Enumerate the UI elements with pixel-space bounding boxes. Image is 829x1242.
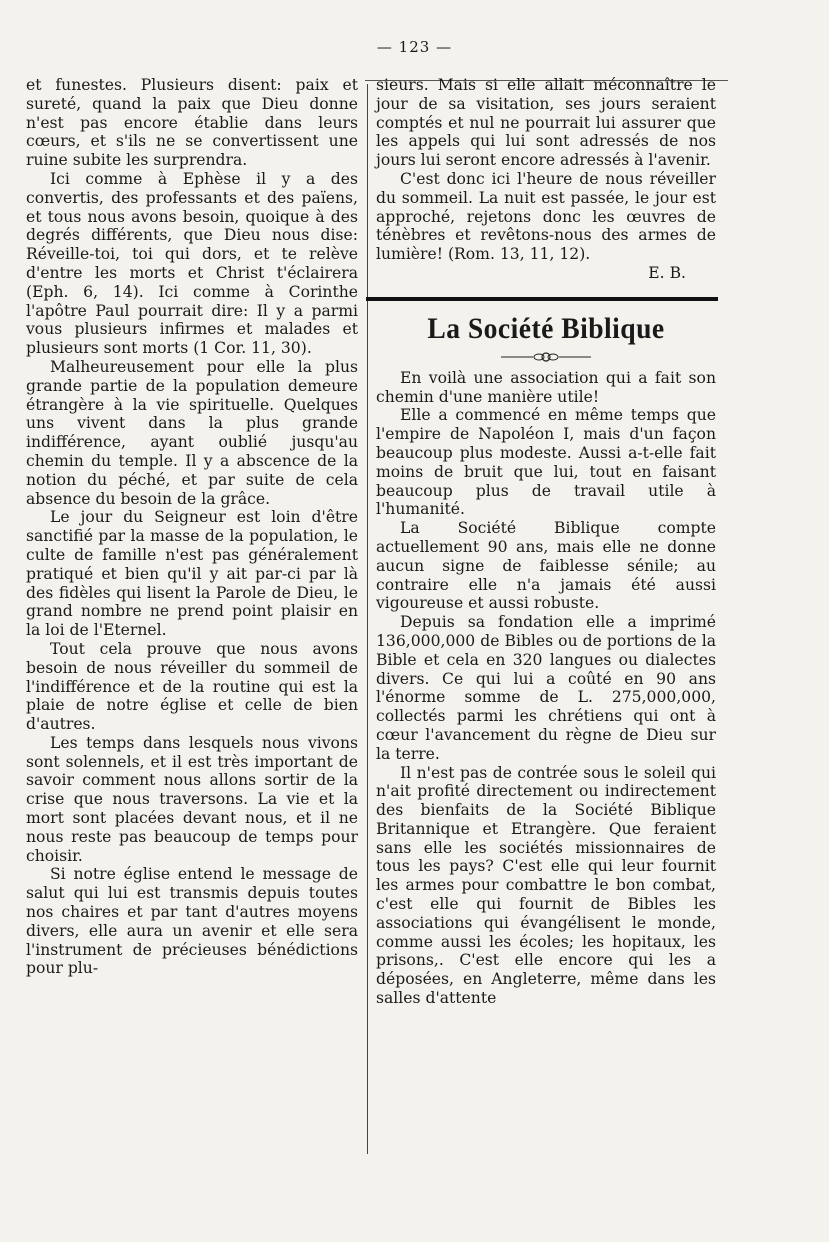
paragraph: Les temps dans lesquels nous vivons sont solennels, et il est très important de savoir comment nous allons sortir de la crise que nous traversons. La vie et la mort sont placées devant nous, et il ne nous reste pas beaucoup de temps pour choisir. bbox=[26, 733, 358, 865]
paragraph: Ici comme à Ephèse il y a des convertis, des professants et des païens, et tous nous avons besoin, quoique à des degrés différents, que Dieu nous dise: Réveille-toi, toi qui dors, et te relève d'entre les morts et Christ t'éclairera (Eph. 6, 14). Ici comme à Corinthe l'apôtre Paul pourrait dire: Il y a parmi vous plusieurs infirmes et malades et plusieurs sont morts (1 Cor. 11, 30). bbox=[26, 169, 358, 358]
paragraph: Elle a commencé en même temps que l'empire de Napoléon I, mais d'un façon beaucoup plus modeste. Aussi a-t-elle fait moins de bruit que lui, tout en faisant beaucoup plus de travail utile à l'humanité. bbox=[376, 406, 716, 519]
column-divider bbox=[367, 84, 368, 1154]
section-title: La Société Biblique bbox=[427, 311, 665, 345]
ornament-flourish-icon bbox=[501, 351, 591, 363]
paragraph: et funestes. Plusieurs disent: paix et sureté, quand la paix que Dieu donne n'est pas encore établie dans leurs cœurs, et s'ils ne se convertissent une ruine subite les surprendra. bbox=[26, 76, 358, 170]
paragraph: La Société Biblique compte actuellement 90 ans, mais elle ne donne aucun signe de faiblesse sénile; au contraire elle n'a jamais été aussi vigoureuse et aussi robuste. bbox=[376, 519, 716, 613]
paragraph: C'est donc ici l'heure de nous réveiller du sommeil. La nuit est passée, le jour est approché, rejetons donc les œuvres de ténèbres et revêtons-nous des armes de lumière! (Rom. 13, 11, 12). bbox=[376, 169, 716, 264]
paragraph: Depuis sa fondation elle a imprimé 136,000,000 de Bibles ou de portions de la Bible et cela en 320 langues ou dialectes divers. Ce qui lui a coûté en 90 ans l'énorme somme de L. 275,000,000, collectés parmi les chrétiens qui ont à cœur l'avancement du règne de Dieu sur la terre. bbox=[376, 613, 716, 763]
paragraph: Le jour du Seigneur est loin d'être sanctifié par la masse de la population, le culte de famille n'est pas généralement pratiqué et bien qu'il y ait par-ci par là des fidèles qui lisent la Parole de Dieu, le grand nombre ne prend point plaisir en la loi de l'Eternel. bbox=[26, 508, 358, 640]
paragraph: En voilà une association qui a fait son chemin d'une manière utile! bbox=[376, 368, 716, 406]
paragraph: Malheureusement pour elle la plus grande partie de la population demeure étrangère à la vie spirituelle. Quelques uns vivent dans la plus grande indifférence, ayant oublié jusqu'au chemin du temple. Il y a abscence de la notion du péché, et par suite de cela absence du besoin de la grâce. bbox=[26, 357, 358, 508]
page-number: — 123 — bbox=[376, 38, 453, 56]
paragraph: Il n'est pas de contrée sous le soleil qui n'ait profité directement ou indirectement des bienfaits de la Société Biblique Britannique et Etrangère. Que feraient sans elle les sociétés missionnaires de tous les pays? C'est elle qui leur fournit les armes pour combattre le bon combat, c'est elle qui fournit de Bibles les associations qui évangélisent le monde, comme aussi les écoles; les hopitaux, les prisons,. C'est elle encore qui les a déposées, en Angleterre, même dans les salles d'attente bbox=[376, 763, 716, 1008]
paragraph: Si notre église entend le message de salut qui lui est transmis depuis toutes nos chaires et par tant d'autres moyens divers, elle aura un avenir et elle sera l'instrument de précieuses bénédictions pour plu- bbox=[26, 865, 358, 978]
section-divider-rule bbox=[366, 297, 718, 301]
right-column bbox=[376, 76, 716, 1008]
article-signature: E. B. bbox=[648, 263, 686, 282]
paragraph: sieurs. Mais si elle allait méconnaître le jour de sa visitation, ses jours seraient comptés et nul ne pourrait lui assurer que les appels qui lui sont adressés de nos jours lui seront encore adressés à l'avenir. bbox=[376, 76, 716, 170]
paragraph: Tout cela prouve que nous avons besoin de nous réveiller du sommeil de l'indifférence et de la routine qui est la plaie de notre église et celle de bien d'autres. bbox=[26, 639, 358, 734]
left-column bbox=[26, 76, 358, 978]
